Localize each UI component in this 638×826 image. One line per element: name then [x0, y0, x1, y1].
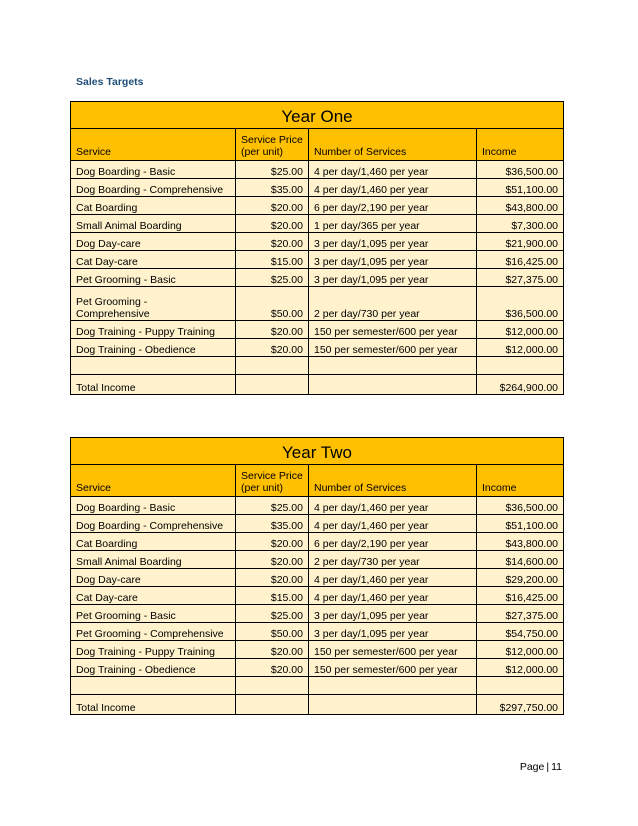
price-cell: $25.00 — [236, 161, 309, 179]
blank-row — [71, 357, 564, 375]
header-service-price: Service Price (per unit) — [236, 129, 309, 161]
income-cell: $36,500.00 — [477, 287, 564, 321]
price-cell: $35.00 — [236, 179, 309, 197]
income-cell: $12,000.00 — [477, 659, 564, 677]
table-title-row — [71, 438, 564, 465]
service-cell: Dog Training - Puppy Training — [71, 641, 236, 659]
number-of-services-cell: 150 per semester/600 per year — [309, 659, 477, 677]
table-title: Year One — [71, 102, 564, 129]
income-cell: $16,425.00 — [477, 587, 564, 605]
income-cell: $7,300.00 — [477, 215, 564, 233]
table-row — [71, 533, 564, 551]
total-label: Total Income — [71, 695, 236, 715]
sales-table-year-two — [70, 437, 564, 715]
price-cell: $15.00 — [236, 587, 309, 605]
blank-cell — [236, 357, 309, 375]
income-cell: $43,800.00 — [477, 533, 564, 551]
page-number: 11 — [551, 761, 562, 773]
service-cell: Cat Boarding — [71, 533, 236, 551]
service-cell: Dog Training - Obedience — [71, 339, 236, 357]
income-cell: $14,600.00 — [477, 551, 564, 569]
table-row — [71, 233, 564, 251]
number-of-services-cell: 3 per day/1,095 per year — [309, 233, 477, 251]
number-of-services-cell: 3 per day/1,095 per year — [309, 269, 477, 287]
service-cell: Cat Day-care — [71, 251, 236, 269]
number-of-services-cell: 4 per day/1,460 per year — [309, 569, 477, 587]
table-row — [71, 161, 564, 179]
service-cell: Pet Grooming - Comprehensive — [71, 623, 236, 641]
number-of-services-cell: 4 per day/1,460 per year — [309, 515, 477, 533]
blank-cell — [477, 677, 564, 695]
number-of-services-cell: 4 per day/1,460 per year — [309, 161, 477, 179]
table-row — [71, 587, 564, 605]
price-cell: $25.00 — [236, 497, 309, 515]
column-header-row — [71, 129, 564, 161]
income-cell: $29,200.00 — [477, 569, 564, 587]
service-cell: Cat Boarding — [71, 197, 236, 215]
number-of-services-cell: 6 per day/2,190 per year — [309, 533, 477, 551]
service-cell: Dog Boarding - Basic — [71, 497, 236, 515]
blank-cell — [309, 375, 477, 395]
service-cell: Pet Grooming - Basic — [71, 269, 236, 287]
header-number-of-services: Number of Services — [309, 465, 477, 497]
price-cell: $20.00 — [236, 641, 309, 659]
page-separator: | — [546, 761, 550, 773]
price-cell: $25.00 — [236, 269, 309, 287]
income-cell: $43,800.00 — [477, 197, 564, 215]
number-of-services-cell: 4 per day/1,460 per year — [309, 179, 477, 197]
price-cell: $50.00 — [236, 623, 309, 641]
header-income: Income — [477, 465, 564, 497]
table-row — [71, 287, 564, 321]
page-label: Page — [519, 761, 545, 773]
service-cell: Dog Training - Puppy Training — [71, 321, 236, 339]
price-cell: $20.00 — [236, 197, 309, 215]
income-cell: $27,375.00 — [477, 605, 564, 623]
income-cell: $51,100.00 — [477, 179, 564, 197]
blank-cell — [236, 375, 309, 395]
blank-cell — [477, 357, 564, 375]
blank-cell — [71, 357, 236, 375]
table-row — [71, 269, 564, 287]
table-row — [71, 321, 564, 339]
total-label: Total Income — [71, 375, 236, 395]
header-income: Income — [477, 129, 564, 161]
price-cell: $15.00 — [236, 251, 309, 269]
number-of-services-cell: 2 per day/730 per year — [309, 287, 477, 321]
service-cell: Pet Grooming - Comprehensive — [71, 287, 236, 321]
table-row — [71, 659, 564, 677]
income-cell: $21,900.00 — [477, 233, 564, 251]
price-cell: $20.00 — [236, 569, 309, 587]
price-cell: $50.00 — [236, 287, 309, 321]
table-row — [71, 515, 564, 533]
number-of-services-cell: 4 per day/1,460 per year — [309, 497, 477, 515]
number-of-services-cell: 150 per semester/600 per year — [309, 339, 477, 357]
blank-cell — [309, 695, 477, 715]
price-cell: $20.00 — [236, 659, 309, 677]
income-cell: $36,500.00 — [477, 497, 564, 515]
table-row — [71, 179, 564, 197]
income-cell: $54,750.00 — [477, 623, 564, 641]
service-cell: Dog Boarding - Comprehensive — [71, 179, 236, 197]
total-income-value: $297,750.00 — [477, 695, 564, 715]
service-cell: Dog Day-care — [71, 233, 236, 251]
blank-row — [71, 677, 564, 695]
service-cell: Pet Grooming - Basic — [71, 605, 236, 623]
service-cell: Dog Day-care — [71, 569, 236, 587]
price-cell: $35.00 — [236, 515, 309, 533]
blank-cell — [236, 695, 309, 715]
price-cell: $20.00 — [236, 339, 309, 357]
blank-cell — [309, 357, 477, 375]
income-cell: $12,000.00 — [477, 339, 564, 357]
table-row — [71, 497, 564, 515]
section-heading: Sales Targets — [76, 76, 144, 88]
service-cell: Cat Day-care — [71, 587, 236, 605]
page-footer — [520, 761, 562, 773]
service-cell: Dog Training - Obedience — [71, 659, 236, 677]
price-cell: $25.00 — [236, 605, 309, 623]
table-title: Year Two — [71, 438, 564, 465]
table-row — [71, 197, 564, 215]
header-service: Service — [71, 129, 236, 161]
total-row — [71, 695, 564, 715]
table-row — [71, 251, 564, 269]
total-income-value: $264,900.00 — [477, 375, 564, 395]
number-of-services-cell: 2 per day/730 per year — [309, 551, 477, 569]
total-row — [71, 375, 564, 395]
number-of-services-cell: 4 per day/1,460 per year — [309, 587, 477, 605]
income-cell: $12,000.00 — [477, 641, 564, 659]
table-row — [71, 215, 564, 233]
price-cell: $20.00 — [236, 321, 309, 339]
price-cell: $20.00 — [236, 533, 309, 551]
income-cell: $36,500.00 — [477, 161, 564, 179]
income-cell: $27,375.00 — [477, 269, 564, 287]
table-row — [71, 339, 564, 357]
sales-table-year-one — [70, 101, 564, 395]
blank-cell — [236, 677, 309, 695]
price-cell: $20.00 — [236, 233, 309, 251]
table-row — [71, 641, 564, 659]
income-cell: $12,000.00 — [477, 321, 564, 339]
service-cell: Dog Boarding - Comprehensive — [71, 515, 236, 533]
blank-cell — [309, 677, 477, 695]
service-cell: Small Animal Boarding — [71, 215, 236, 233]
table-row — [71, 605, 564, 623]
header-service: Service — [71, 465, 236, 497]
table-row — [71, 623, 564, 641]
blank-cell — [71, 677, 236, 695]
number-of-services-cell: 3 per day/1,095 per year — [309, 623, 477, 641]
income-cell: $16,425.00 — [477, 251, 564, 269]
number-of-services-cell: 3 per day/1,095 per year — [309, 251, 477, 269]
table-row — [71, 551, 564, 569]
number-of-services-cell: 150 per semester/600 per year — [309, 641, 477, 659]
service-cell: Small Animal Boarding — [71, 551, 236, 569]
service-cell: Dog Boarding - Basic — [71, 161, 236, 179]
table-title-row — [71, 102, 564, 129]
table-row — [71, 569, 564, 587]
column-header-row — [71, 465, 564, 497]
number-of-services-cell: 1 per day/365 per year — [309, 215, 477, 233]
price-cell: $20.00 — [236, 551, 309, 569]
number-of-services-cell: 6 per day/2,190 per year — [309, 197, 477, 215]
number-of-services-cell: 150 per semester/600 per year — [309, 321, 477, 339]
price-cell: $20.00 — [236, 215, 309, 233]
header-number-of-services: Number of Services — [309, 129, 477, 161]
number-of-services-cell: 3 per day/1,095 per year — [309, 605, 477, 623]
income-cell: $51,100.00 — [477, 515, 564, 533]
header-service-price: Service Price (per unit) — [236, 465, 309, 497]
